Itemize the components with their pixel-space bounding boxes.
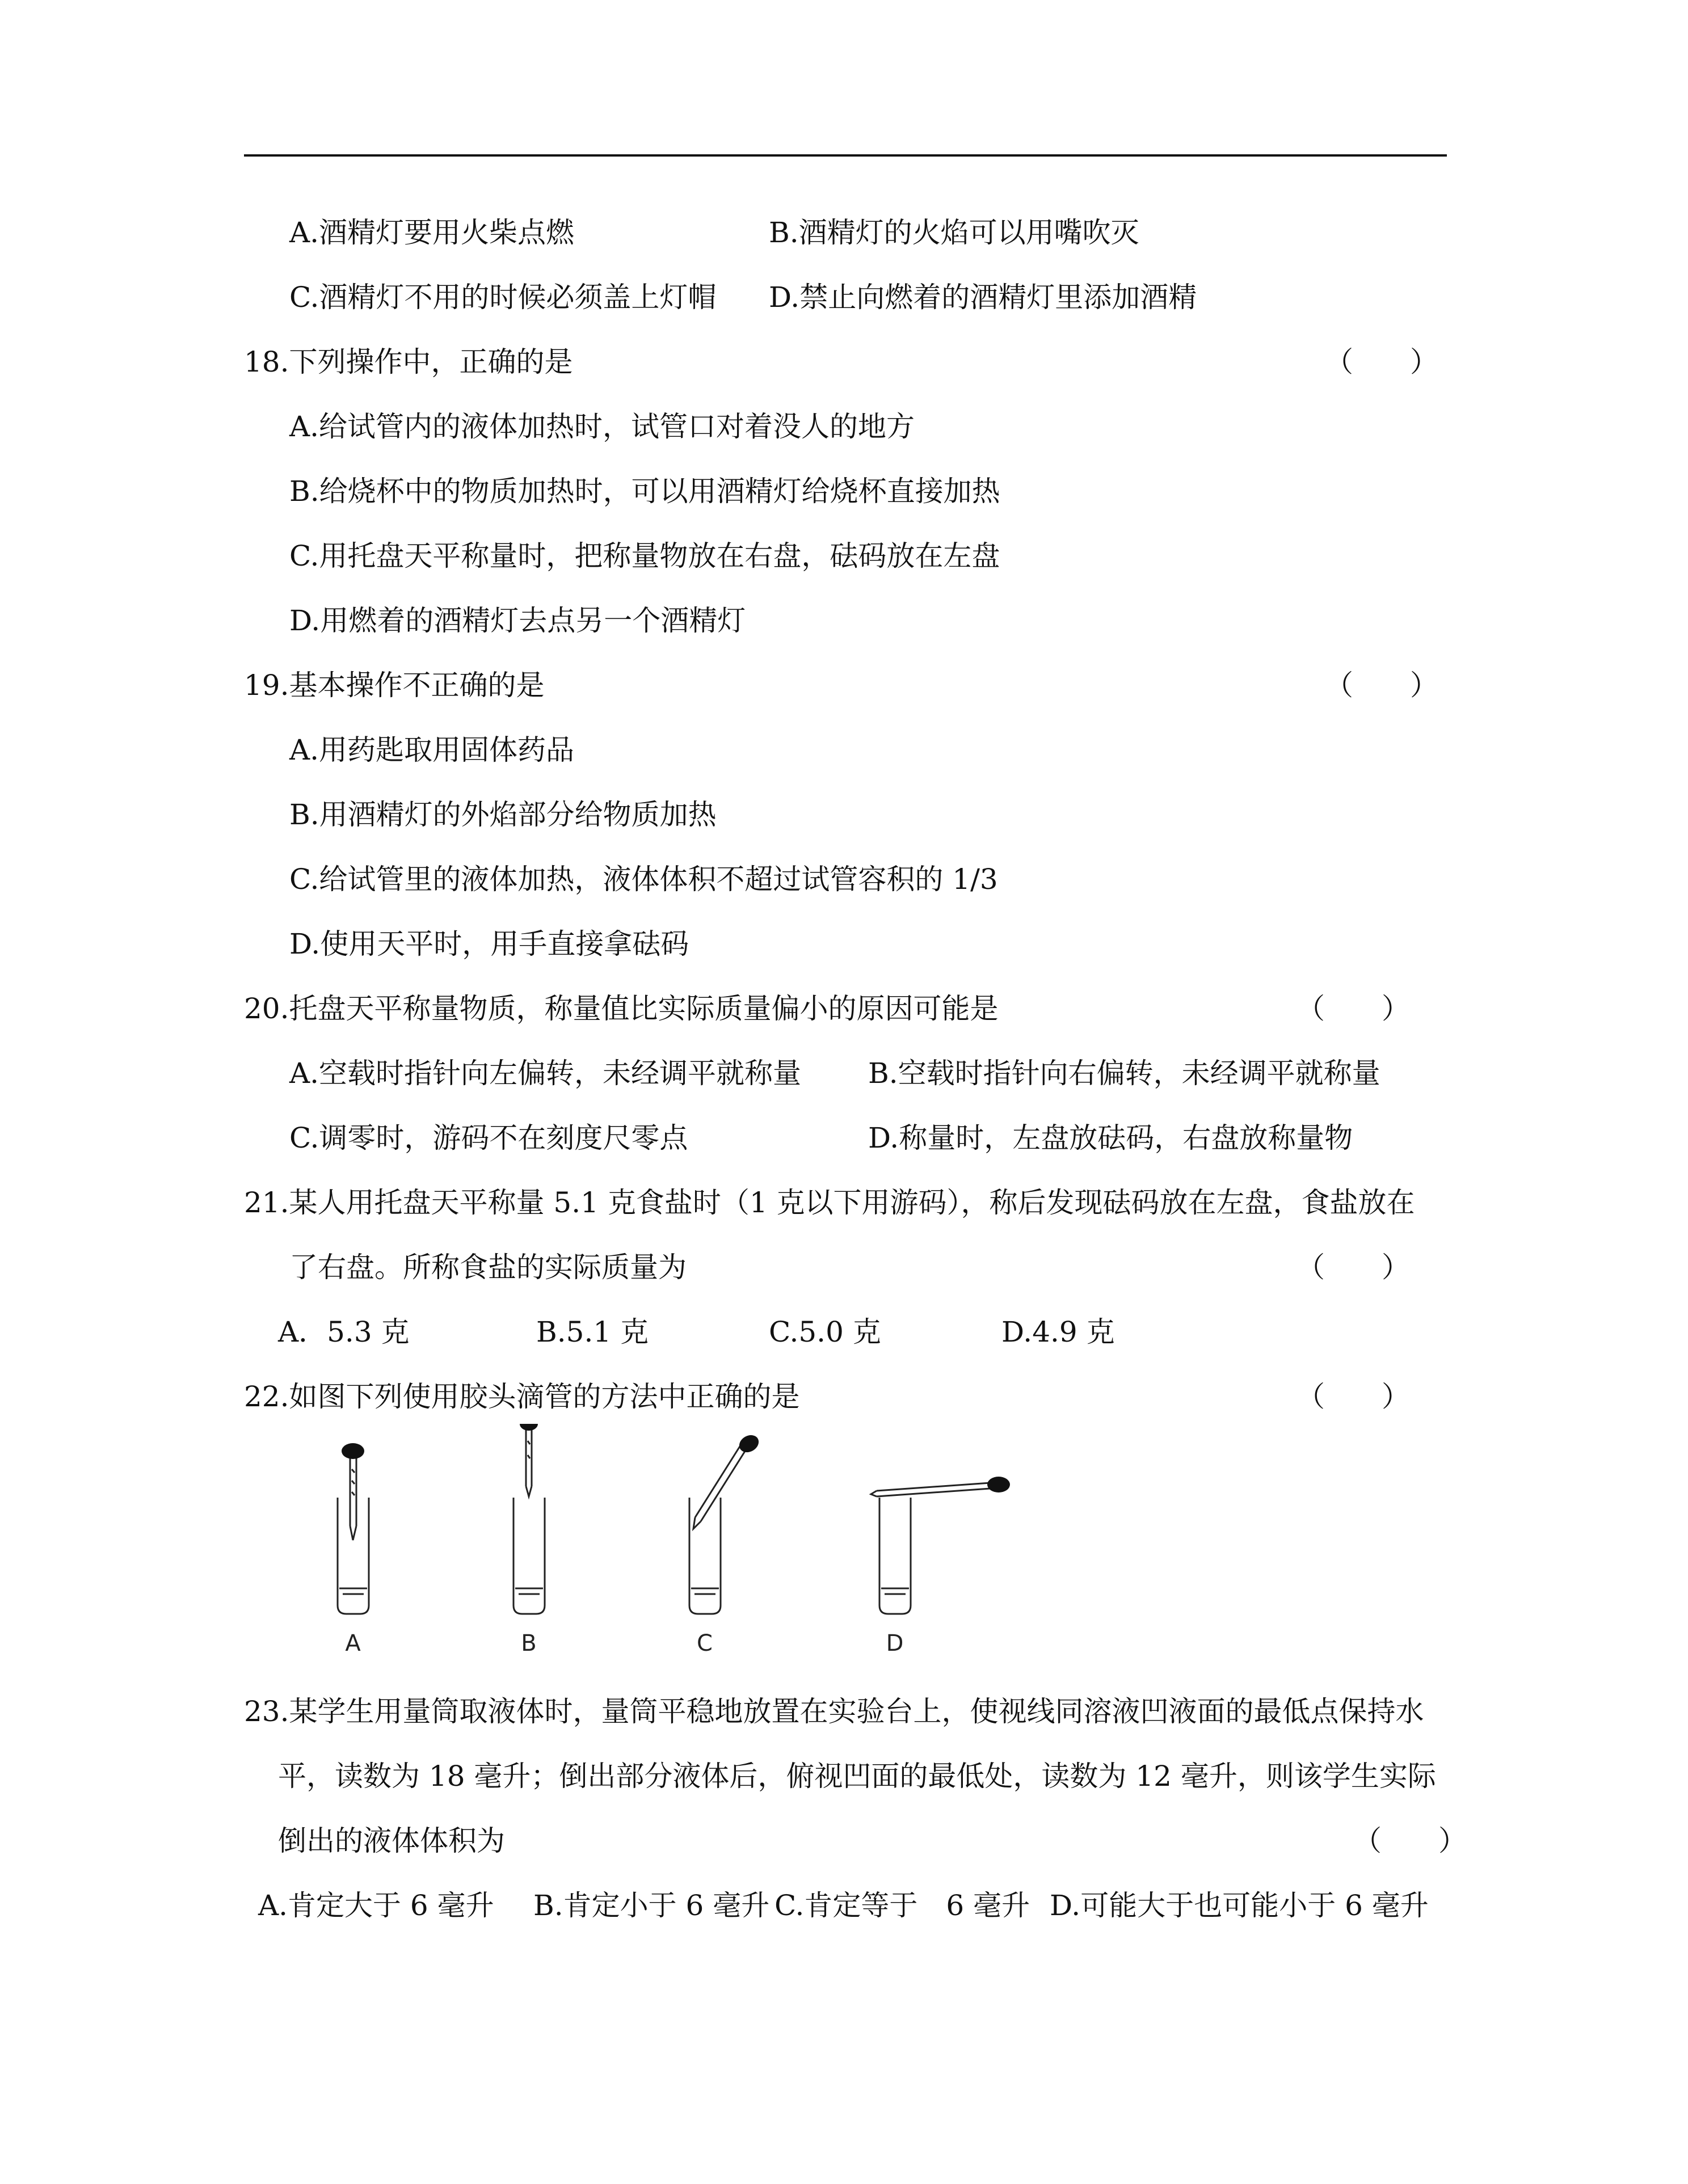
q23-option-d: D.可能大于也可能小于 6 毫升	[1050, 1889, 1429, 1922]
figure-label-c: C	[697, 1630, 713, 1656]
q23-answer-paren: （ ）	[1353, 1824, 1467, 1857]
q21-stem-line2: 了右盘。所称食盐的实际质量为	[289, 1251, 687, 1284]
q17-option-d: D.禁止向燃着的酒精灯里添加酒精	[769, 281, 1197, 314]
figure-label-d: D	[886, 1630, 904, 1656]
q20-option-b: B.空载时指针向右偏转，未经调平就称量	[868, 1057, 1380, 1090]
q19-option-a: A.用药匙取用固体药品	[289, 733, 575, 766]
figure-label-a: A	[345, 1630, 361, 1656]
figure-b-bulb	[520, 1424, 538, 1431]
figure-c-bulb	[736, 1432, 761, 1456]
q18-option-b: B.给烧杯中的物质加热时，可以用酒精灯给烧杯直接加热	[289, 475, 1000, 508]
figure-d-dropper-on-mouth	[871, 1483, 990, 1614]
q18-option-d: D.用燃着的酒精灯去点另一个酒精灯	[289, 604, 746, 637]
q20-option-c: C.调零时，游码不在刻度尺零点	[289, 1121, 688, 1154]
dropper-figure	[318, 1424, 1033, 1662]
q18-stem: 18.下列操作中，正确的是	[244, 345, 573, 378]
q21-answer-paren: （ ）	[1296, 1251, 1410, 1284]
q19-option-d: D.使用天平时，用手直接拿砝码	[289, 927, 689, 960]
q19-answer-paren: （ ）	[1325, 669, 1438, 702]
q21-option-c: C.5.0 克	[769, 1316, 881, 1348]
q23-stem-line2: 平，读数为 18 毫升；倒出部分液体后，俯视凹面的最低处，读数为 12 毫升，则该学生实际	[278, 1760, 1436, 1793]
q23-option-b: B.肯定小于 6 毫升	[533, 1889, 770, 1922]
figure-a-dropper-inside	[338, 1455, 369, 1614]
q23-option-c: C.肯定等于 6 毫升	[774, 1889, 1030, 1922]
q20-stem: 20.托盘天平称量物质，称量值比实际质量偏小的原因可能是	[244, 992, 999, 1025]
q18-option-a: A.给试管内的液体加热时，试管口对着没人的地方	[289, 410, 915, 443]
q23-stem-line1: 23.某学生用量筒取液体时，量筒平稳地放置在实验台上，使视线同溶液凹液面的最低点保持水	[244, 1695, 1424, 1728]
q21-option-d: D.4.9 克	[1001, 1316, 1115, 1348]
q23-option-a: A.肯定大于 6 毫升	[258, 1889, 494, 1922]
q17-option-b: B.酒精灯的火焰可以用嘴吹灭	[769, 216, 1139, 249]
q17-option-a: A.酒精灯要用火柴点燃	[289, 216, 575, 249]
figure-a-bulb	[342, 1443, 364, 1459]
q18-answer-paren: （ ）	[1325, 345, 1438, 378]
q23-stem-line3: 倒出的液体体积为	[278, 1824, 505, 1857]
q21-stem-line1: 21.某人用托盘天平称量 5.1 克食盐时（1 克以下用游码），称后发现砝码放在左盘，食盐放在	[244, 1186, 1415, 1219]
q21-option-b: B.5.1 克	[536, 1316, 649, 1348]
figure-b-dropper-above	[513, 1424, 545, 1614]
q20-option-d: D.称量时，左盘放砝码，右盘放称量物	[868, 1121, 1353, 1154]
q17-option-c: C.酒精灯不用的时候必须盖上灯帽	[289, 281, 717, 314]
q21-option-a: A．5.3 克	[278, 1316, 410, 1348]
figure-label-b: B	[521, 1630, 537, 1656]
q20-option-a: A.空载时指针向左偏转，未经调平就称量	[289, 1057, 802, 1090]
figure-d-bulb	[987, 1477, 1010, 1492]
q19-option-c: C.给试管里的液体加热，液体体积不超过试管容积的 1/3	[289, 863, 998, 896]
q18-option-c: C.用托盘天平称量时，把称量物放在右盘，砝码放在左盘	[289, 539, 1000, 572]
q22-answer-paren: （ ）	[1296, 1380, 1410, 1413]
q19-stem: 19.基本操作不正确的是	[244, 669, 545, 702]
q19-option-b: B.用酒精灯的外焰部分给物质加热	[289, 798, 717, 831]
header-rule	[244, 154, 1447, 157]
figure-c-dropper-tilted	[689, 1445, 746, 1614]
q22-stem: 22.如图下列使用胶头滴管的方法中正确的是	[244, 1380, 800, 1413]
q20-answer-paren: （ ）	[1296, 992, 1410, 1025]
